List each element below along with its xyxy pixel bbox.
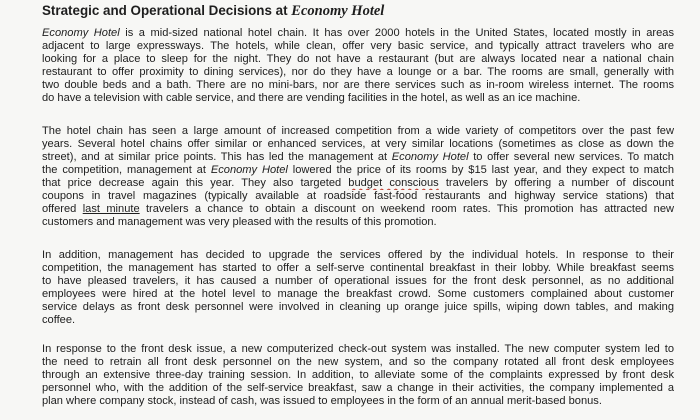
title-company: Economy Hotel (291, 3, 385, 19)
text-segment: lowered the price of its rooms by $15 last year, and they expect to match (287, 164, 674, 176)
text-segment: In response to the front desk issue, a new computerized check-out system was installed. The new computer system led to (42, 343, 674, 355)
text-segment: is a mid-sized national hotel chain. It has over 2000 hotels in the United States, located mostly in areas (119, 27, 674, 39)
text-segment: to offer several new services. To match (468, 151, 674, 163)
paragraph-2-line (42, 164, 674, 177)
text-segment: service delays as front desk personnel were involved in cleaning up orange juice spills, wiping down tables, and making (42, 301, 674, 313)
company-name-italic: Economy Hotel (42, 27, 120, 39)
text-segment: two double beds and a bath. There are no mini-bars, nor are there services such as in-room wireless internet. The rooms (42, 79, 674, 91)
paragraph-2-line (42, 190, 674, 203)
text-segment: through an extensive three-day training session. In addition, to alleviate some of the complaints expressed by front desk (42, 369, 674, 381)
paragraph-3-line (42, 249, 674, 262)
paragraph-3-line (42, 262, 674, 275)
paragraph-1-line (42, 40, 674, 53)
text-segment: travelers by offering a number of discount (438, 177, 674, 189)
paragraph-2-line (42, 177, 674, 190)
paragraph-4-line (42, 395, 674, 408)
paragraph-4-line (42, 369, 674, 382)
text-segment: that price decrease again this year. They also targeted (42, 177, 349, 189)
document-title (42, 3, 384, 20)
text-segment: competition, the management has started to offer a self-serve continental breakfast in their lobby. While breakfast seems (42, 262, 674, 274)
spellcheck-flagged-phrase: budget conscious (348, 177, 439, 189)
title-prefix: Strategic and Operational Decisions at (42, 3, 292, 18)
text-segment: years. Several hotel chains offer similar or enhanced services, at very similar locations (sometimes as close as down the (42, 138, 674, 150)
paragraph-4-line (42, 356, 674, 369)
paragraph-1-line (42, 79, 674, 92)
paragraph-1-line (42, 92, 674, 105)
paragraph-3-line (42, 288, 674, 301)
text-segment: street), and at similar price points. This has led the management at (42, 151, 392, 163)
paragraph-1-line (42, 53, 674, 66)
underlined-phrase: last minute (82, 203, 140, 215)
paragraph-2-line (42, 203, 674, 216)
text-segment: looking for a place to sleep for the night. They do not have a restaurant (but are always located near a national chain (42, 53, 674, 65)
text-segment: coupons in travel magazines (typically available at roadside fast-food restaurants and highway service stations) that (42, 190, 674, 202)
text-segment: customers and management was very pleased with the results of this promotion. (42, 216, 437, 228)
paragraph-4-line (42, 343, 674, 356)
paragraph-2-line (42, 138, 674, 151)
paragraph-2-line (42, 151, 674, 164)
text-segment: employees were hired at the hotel level to manage the breakfast crowd. Some customers complained about customer (42, 288, 674, 300)
text-segment: plan where company stock, instead of cash, was issued to employees in the form of an annual merit-based bonus. (42, 395, 602, 407)
text-segment: the need to retrain all front desk personnel on the new system, and so the company rotated all front desk employees (42, 356, 674, 368)
company-name-italic: Economy Hotel (391, 151, 469, 163)
company-name-italic: Economy Hotel (210, 164, 288, 176)
paragraph-1-line (42, 66, 674, 79)
text-segment: personnel who, with the addition of the self-service breakfast, saw a change in their activities, the company implemented a (42, 382, 674, 394)
text-segment: In addition, management has decided to upgrade the services offered by the individual hotels. In response to their (42, 249, 674, 261)
paragraph-2-line (42, 216, 674, 229)
paragraph-1-line (42, 27, 674, 40)
text-segment: to have pleased travelers, it has caused a number of operational issues for the front desk personnel, as no additional (42, 275, 674, 287)
paragraph-3-line (42, 314, 674, 327)
text-segment: travelers a chance to obtain a discount on weekend room rates. This promotion has attracted new (139, 203, 674, 215)
paragraph-2-line (42, 125, 674, 138)
paragraph-3-line (42, 275, 674, 288)
text-segment: the competition, management at (42, 164, 211, 176)
text-segment: adjacent to large expressways. The hotels, while clean, offer very basic service, and typically attract travelers who are (42, 40, 674, 52)
text-segment: offered (42, 203, 83, 215)
text-segment: restaurant to offer proximity to dining services), nor do they have a lounge or a bar. The rooms are small, generally with (42, 66, 674, 78)
text-segment: The hotel chain has seen a large amount of increased competition from a wide variety of competitors over the past few (42, 125, 674, 137)
paragraph-3-line (42, 301, 674, 314)
text-segment: do have a television with cable service, and there are vending facilities in the hotel, as well as an ice machine. (42, 92, 581, 104)
paragraph-4-line (42, 382, 674, 395)
text-segment: coffee. (42, 314, 76, 326)
